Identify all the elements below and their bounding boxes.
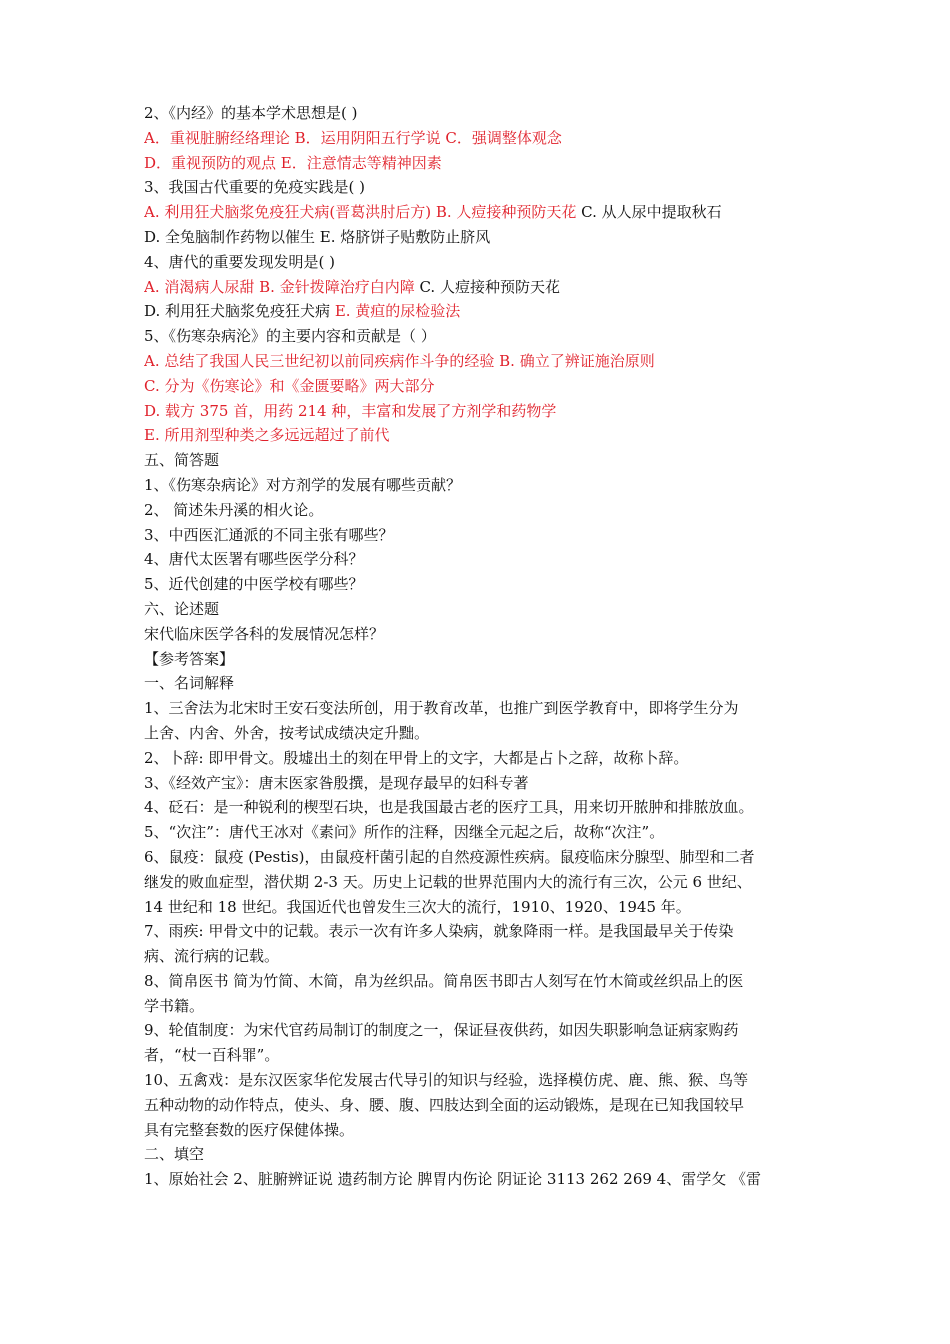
line-text: 【参考答案】 bbox=[144, 649, 235, 668]
document-page bbox=[144, 101, 834, 1192]
text-line bbox=[144, 299, 834, 324]
line-text: 1、《伤寒杂病论》对方剂学的发展有哪些贡献？ bbox=[144, 475, 462, 494]
text-line bbox=[144, 1093, 834, 1118]
highlighted-answer-text: D. 载方 375 首，用药 214 种，丰富和发展了方剂学和药物学 bbox=[144, 401, 557, 420]
line-text: 学书籍。 bbox=[144, 996, 205, 1015]
text-line bbox=[144, 845, 834, 870]
text-line bbox=[144, 671, 834, 696]
text-line bbox=[144, 746, 834, 771]
text-line bbox=[144, 1068, 834, 1093]
line-text: 3、中西医汇通派的不同主张有哪些？ bbox=[144, 525, 394, 544]
line-text: 宋代临床医学各科的发展情况怎样？ bbox=[144, 624, 385, 643]
line-text: 5、近代创建的中医学校有哪些？ bbox=[144, 575, 364, 594]
text-line bbox=[144, 473, 834, 498]
text-line bbox=[144, 498, 834, 523]
text-line bbox=[144, 423, 834, 448]
text-line bbox=[144, 572, 834, 597]
text-line bbox=[144, 225, 834, 250]
line-text: 3、《经效产宝》：唐末医家昝殷撰，是现存最早的妇科专著 bbox=[144, 773, 529, 792]
highlighted-answer-text: E. 所用剂型种类之多远远超过了前代 bbox=[144, 426, 390, 445]
text-line bbox=[144, 647, 834, 672]
text-line bbox=[144, 1043, 834, 1068]
highlighted-answer-text: C. 分为《伤寒论》和《金匮要略》两大部分 bbox=[144, 376, 435, 395]
text-line bbox=[144, 870, 834, 895]
line-text: 8、简帛医书 简为竹简、木简，帛为丝织品。简帛医书即古人刻写在竹木简或丝织品上的医 bbox=[144, 971, 744, 990]
line-text: 继发的败血症型，潜伏期 2-3 天。历史上记载的世界范围内大的流行有三次，公元 6 世纪、 bbox=[144, 872, 752, 891]
text-line bbox=[144, 795, 834, 820]
highlighted-answer-text: A．重视脏腑经络理论 B．运用阴阳五行学说 C．强调整体观念 bbox=[144, 128, 562, 147]
line-text: 7、雨疾: 甲骨文中的记载。表示一次有许多人染病，就象降雨一样。是我国最早关于传染 bbox=[144, 922, 734, 941]
line-text: C. 从人尿中提取秋石 bbox=[576, 203, 722, 222]
text-line bbox=[144, 448, 834, 473]
text-line bbox=[144, 200, 834, 225]
text-line bbox=[144, 250, 834, 275]
text-line bbox=[144, 994, 834, 1019]
line-text: 2、 简述朱丹溪的相火论。 bbox=[144, 500, 324, 519]
text-line bbox=[144, 597, 834, 622]
text-line bbox=[144, 1018, 834, 1043]
text-line bbox=[144, 547, 834, 572]
line-text: 2、《内经》的基本学术思想是( ) bbox=[144, 104, 358, 122]
line-text: 五、简答题 bbox=[144, 451, 220, 470]
text-line bbox=[144, 349, 834, 374]
line-text: 一、名词解释 bbox=[144, 674, 235, 693]
text-line bbox=[144, 374, 834, 399]
text-line bbox=[144, 969, 834, 994]
text-line bbox=[144, 101, 834, 126]
text-line bbox=[144, 175, 834, 200]
line-text: 具有完整套数的医疗保健体操。 bbox=[144, 1120, 355, 1139]
highlighted-answer-text: A. 总结了我国人民三世纪初以前同疾病作斗争的经验 B. 确立了辨证施治原则 bbox=[144, 351, 655, 370]
line-text: 二、填空 bbox=[144, 1145, 205, 1164]
line-text: 10、五禽戏：是东汉医家华佗发展古代导引的知识与经验，选择模仿虎、鹿、熊、猴、鸟等 bbox=[144, 1071, 749, 1090]
line-text: C. 人痘接种预防天花 bbox=[414, 277, 560, 296]
line-text: 3、我国古代重要的免疫实践是( ) bbox=[144, 178, 366, 197]
line-text: 6、鼠疫：鼠疫 (Pestis)，由鼠疫杆菌引起的自然疫源性疾病。鼠疫临床分腺型、肺型和二者 bbox=[144, 847, 755, 866]
text-line bbox=[144, 1167, 834, 1192]
line-text: 2、卜辞: 即甲骨文。殷墟出土的刻在甲骨上的文字，大都是占卜之辞，故称卜辞。 bbox=[144, 748, 689, 767]
highlighted-answer-text: A. 利用狂犬脑浆免疫狂犬病(晋葛洪肘后方) B. 人痘接种预防天花 bbox=[144, 203, 577, 222]
text-line bbox=[144, 944, 834, 969]
line-text: 5、“次注”：唐代王冰对《素问》所作的注释，因继全元起之后，故称“次注”。 bbox=[144, 823, 665, 842]
line-text: 者，“杖一百科罪”。 bbox=[144, 1046, 280, 1065]
line-text: 病、流行病的记载。 bbox=[144, 947, 280, 966]
highlighted-answer-text: D．重视预防的观点 E．注意情志等精神因素 bbox=[144, 153, 442, 172]
line-text: 上舍、内舍、外舍，按考试成绩决定升黜。 bbox=[144, 723, 430, 742]
text-line bbox=[144, 1118, 834, 1143]
line-text: D. 利用狂犬脑浆免疫狂犬病 bbox=[144, 302, 335, 321]
highlighted-answer-text: E. 黄疸的尿检验法 bbox=[334, 302, 461, 321]
text-line bbox=[144, 523, 834, 548]
line-text: 4、砭石：是一种锐利的楔型石块，也是我国最古老的医疗工具，用来切开脓肿和排脓放血。 bbox=[144, 798, 754, 817]
line-text: 9、轮值制度：为宋代官药局制订的制度之一，保证昼夜供药，如因失职影响急证病家购药 bbox=[144, 1021, 739, 1040]
text-line bbox=[144, 1142, 834, 1167]
text-line bbox=[144, 622, 834, 647]
text-line bbox=[144, 324, 834, 349]
text-line bbox=[144, 820, 834, 845]
text-line bbox=[144, 399, 834, 424]
text-line bbox=[144, 721, 834, 746]
text-line bbox=[144, 919, 834, 944]
line-text: 4、唐代太医署有哪些医学分科？ bbox=[144, 550, 364, 569]
highlighted-answer-text: A. 消渴病人尿甜 B. 金针拨障治疗白内障 bbox=[144, 277, 415, 296]
text-line bbox=[144, 771, 834, 796]
line-text: 六、论述题 bbox=[144, 599, 220, 618]
line-text: D. 全兔脑制作药物以催生 E. 烙脐饼子贴敷防止脐风 bbox=[144, 227, 491, 246]
line-text: 14 世纪和 18 世纪。我国近代也曾发生三次大的流行，1910、1920、1945 年。 bbox=[144, 897, 691, 916]
line-text: 1、三舍法为北宋时王安石变法所创，用于教育改革，也推广到医学教育中，即将学生分为 bbox=[144, 699, 739, 718]
text-line bbox=[144, 895, 834, 920]
line-text: 五种动物的动作特点，使头、身、腰、腹、四肢达到全面的运动锻炼，是现在已知我国较早 bbox=[144, 1095, 745, 1114]
line-text: 5、《伤寒杂病沦》的主要内容和贡献是（ ） bbox=[144, 327, 436, 346]
text-line bbox=[144, 275, 834, 300]
text-line bbox=[144, 696, 834, 721]
line-text: 4、唐代的重要发现发明是( ) bbox=[144, 252, 336, 271]
text-line bbox=[144, 151, 834, 176]
line-text: 1、原始社会 2、脏腑辨证说 遗药制方论 脾胃内伤论 阴证论 3113 262 269 4、雷学攵 《雷 bbox=[144, 1170, 761, 1189]
text-line bbox=[144, 126, 834, 151]
